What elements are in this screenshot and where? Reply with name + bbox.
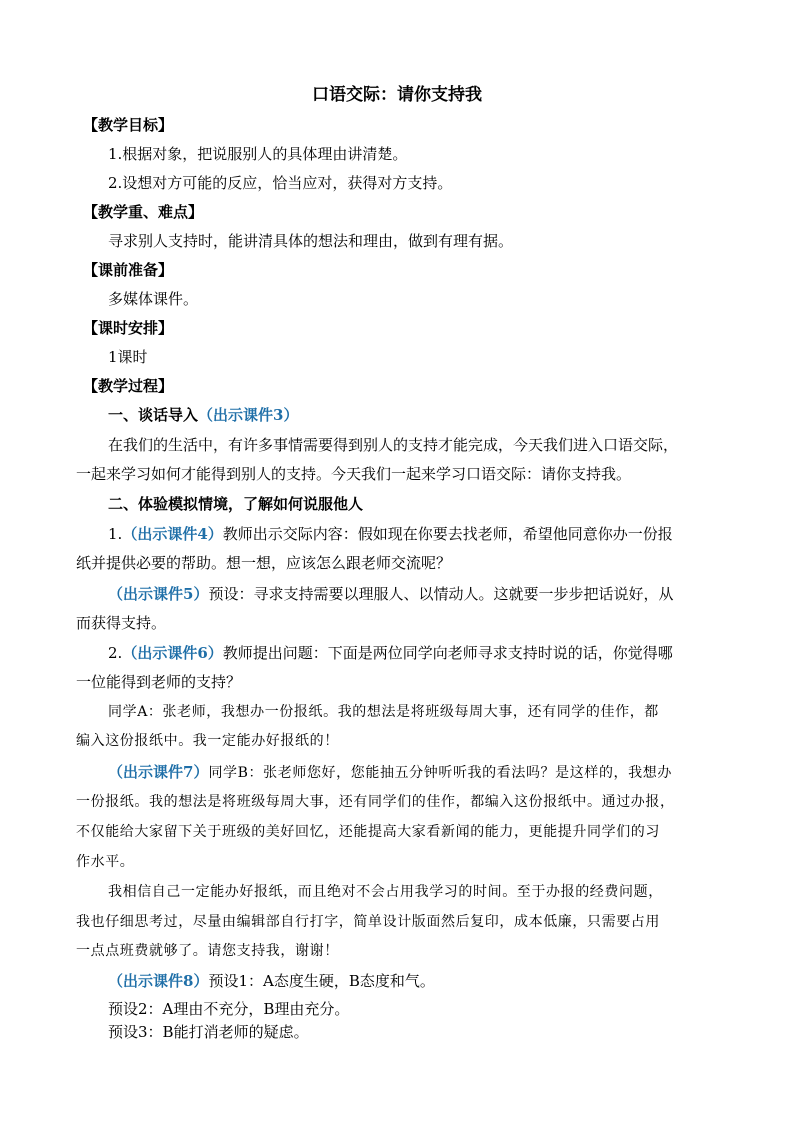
courseware-ref-3: （出示课件3） — [198, 406, 299, 424]
page-title: 口语交际：请你支持我 — [312, 85, 482, 105]
section-heading-goals: 【教学目标】 — [83, 116, 174, 134]
step-1-para-line-2: 一起来学习如何才能得到别人的支持。今天我们一起来学习口语交际：请你支持我。 — [76, 465, 632, 483]
schedule-text: 1课时 — [108, 348, 148, 366]
preset-answer-2: 预设2：A理由不充分，B理由充分。 — [108, 1000, 350, 1018]
courseware-ref-7: （出示课件7） — [108, 763, 209, 781]
preset-1-line-2: 而获得支持。 — [76, 614, 167, 632]
courseware-ref-6: （出示课件6） — [122, 644, 223, 662]
courseware-ref-4: （出示课件4） — [122, 525, 223, 543]
student-b-para2-line-2: 我也仔细思考过，尽量由编辑部自行打字，简单设计版面然后复印，成本低廉，只需要占用 — [76, 914, 660, 930]
student-a-line-1: 同学A：张老师，我想办一份报纸。我的想法是将班级每周大事，还有同学的佳作，都 — [108, 704, 659, 720]
step-2-heading: 二、体验模拟情境，了解如何说服他人 — [108, 495, 364, 513]
preparation-text: 多媒体课件。 — [108, 290, 199, 308]
step-1-title: 一、谈话导入 — [108, 406, 199, 424]
item-1-line-2: 纸并提供必要的帮助。想一想，应该怎么跟老师交流呢？ — [76, 554, 452, 572]
item-1-line-1: 1.（出示课件4）教师出示交际内容：假如现在你要去找老师，希望他同意你办一份报 — [108, 525, 673, 543]
student-a-line-2: 编入这份报纸中。我一定能办好报纸的！ — [76, 733, 339, 749]
student-b-line-4: 作水平。 — [76, 854, 135, 870]
preset-answer-1: （出示课件8）预设1：A态度生硬，B态度和气。 — [108, 972, 435, 990]
step-1-para-line-1: 在我们的生活中，有许多事情需要得到别人的支持才能完成，今天我们进入口语交际， — [108, 436, 679, 454]
preset-answer-3: 预设3：B能打消老师的疑虑。 — [108, 1023, 309, 1041]
key-points-text: 寻求别人支持时，能讲清具体的想法和理由，做到有理有据。 — [108, 232, 514, 250]
section-heading-key-points: 【教学重、难点】 — [83, 203, 204, 221]
goal-item-2: 2.设想对方可能的反应，恰当应对，获得对方支持。 — [108, 174, 453, 192]
student-b-para2-line-3: 一点点班费就够了。请您支持我，谢谢！ — [76, 943, 339, 959]
courseware-ref-5: （出示课件5） — [108, 585, 209, 603]
student-b-line-1: （出示课件7）同学B：张老师您好，您能抽五分钟听听我的看法吗？是这样的，我想办 — [108, 763, 672, 781]
preset-1-line-1: （出示课件5）预设：寻求支持需要以理服人、以情动人。这就要一步步把话说好，从 — [108, 585, 674, 603]
courseware-ref-8: （出示课件8） — [108, 972, 209, 990]
section-heading-schedule: 【课时安排】 — [83, 319, 174, 337]
student-b-line-3: 不仅能给大家留下关于班级的美好回忆，还能提高大家看新闻的能力，更能提升同学们的习 — [76, 824, 660, 840]
goal-item-1: 1.根据对象，把说服别人的具体理由讲清楚。 — [108, 145, 408, 163]
item-2-line-2: 一位能得到老师的支持？ — [76, 673, 242, 691]
section-heading-process: 【教学过程】 — [83, 377, 174, 395]
student-b-line-2: 一份报纸。我的想法是将班级每周大事，还有同学们的佳作，都编入这份报纸中。通过办报， — [76, 794, 675, 810]
section-heading-preparation: 【课前准备】 — [83, 261, 174, 279]
student-b-para2-line-1: 我相信自己一定能办好报纸，而且绝对不会占用我学习的时间。至于办报的经费问题， — [108, 884, 663, 900]
item-2-line-1: 2.（出示课件6）教师提出问题：下面是两位同学向老师寻求支持时说的话，你觉得哪 — [108, 644, 673, 662]
step-1-heading — [108, 405, 298, 425]
